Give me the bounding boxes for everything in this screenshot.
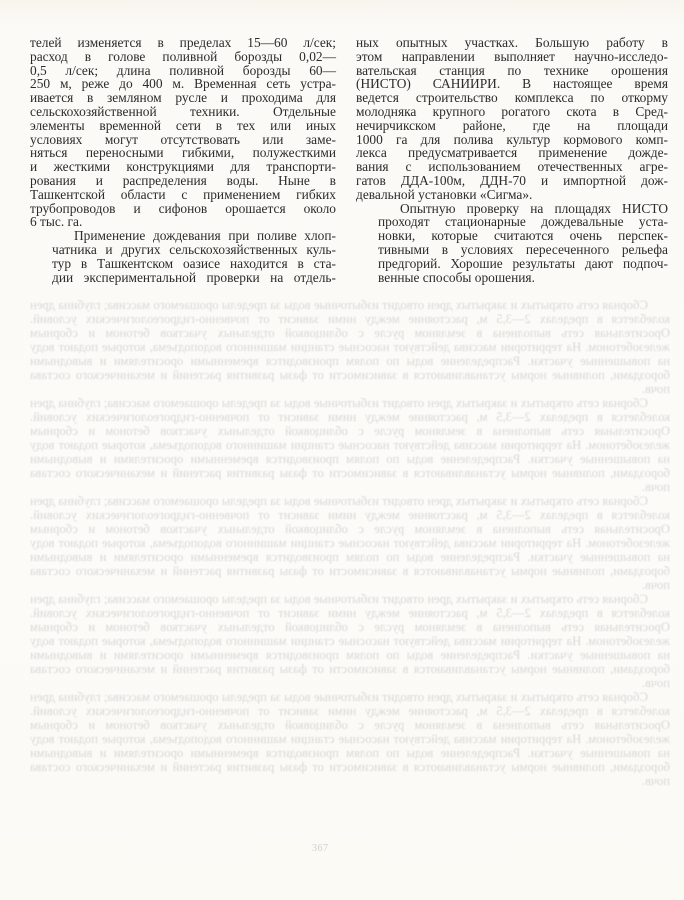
paragraph [30,229,336,284]
text-line: проходят стационарные дождевальные уста- [378,214,668,230]
text-line: Опытную проверку на площадях НИСТО [400,200,668,216]
text-line: этом направлении выполняет научно-исследо- [356,48,668,64]
text-line: 6 тыс. га. [30,214,83,230]
text-line: элементы временной сети в тех или иных [30,117,336,133]
text-line: ведется строительство комплекса по откорму [356,90,668,106]
paragraph [356,202,668,285]
bleed-paragraph-1: Сборная сеть открытых и закрытых дрен отводит избыточные воды за пределы орошаемого массива; глубина дрен колеблется в пределах 2—3,5 м, расстояние между ними зависит от почвенно-гидрогеологических условий. Оросительная сеть выполнена в земляном русле с облицовкой отдельных участков бетоном и сборным железобетоном. На территории массива действуют насосные станции машинного водоподъема, которые подают воду на повышенные участки. Распределение воды по полям производится временными оросителями и выводными бороздами, поливные нормы устанавливаются в зависимости от фазы развития растений и механического состава почв. [30,298,670,396]
text-line: вания с использованием отечественных агре- [356,159,668,175]
text-line: лекса предусматривается применение дожде- [356,145,668,161]
text-line: расход в голове поливной борозды 0,02— [30,48,336,64]
text-line: новки, которые считаются очень перспек- [378,228,668,244]
bleed-paragraph-2: Сборная сеть открытых и закрытых дрен отводит избыточные воды за пределы орошаемого массива; глубина дрен колеблется в пределах 2—3,5 м, расстояние между ними зависит от почвенно-гидрогеологических условий. Оросительная сеть выполнена в земляном русле с облицовкой отдельных участков бетоном и сборным железобетоном. На территории массива действуют насосные станции машинного водоподъема, которые подают воду на повышенные участки. Распределение воды по полям производится временными оросителями и выводными бороздами, поливные нормы устанавливаются в зависимости от фазы развития растений и механического состава почв. [30,396,670,494]
text-line: ных опытных участках. Большую работу в [356,35,668,50]
paragraph [30,36,336,229]
text-line: няться переносными гибкими, полужесткими [30,145,336,161]
text-line: условиях могут отсутствовать или заме- [30,131,336,147]
right-column [356,36,668,284]
paragraph [356,36,668,202]
text-line: 0,5 л/сек; длина поливной борозды 60— [30,62,336,78]
text-line: сельскохозяйственной техники. Отдельные [30,103,336,119]
text-line: Применение дождевания при поливе хлоп- [74,228,336,244]
text-line: рования и распределения воды. Ныне в [30,172,336,188]
text-line: телей изменяется в пределах 15—60 л/сек; [30,35,336,50]
bleed-paragraph-5: Сборная сеть открытых и закрытых дрен отводит избыточные воды за пределы орошаемого массива; глубина дрен колеблется в пределах 2—3,5 м, расстояние между ними зависит от почвенно-гидрогеологических условий. Оросительная сеть выполнена в земляном русле с облицовкой отдельных участков бетоном и сборным железобетоном. На территории массива действуют насосные станции машинного водоподъема, которые подают воду на повышенные участки. Распределение воды по полям производится временными оросителями и выводными бороздами, поливные нормы устанавливаются в зависимости от фазы развития растений и механического состава почв. [30,690,670,788]
text-line: чатника и других сельскохозяйственных куль- [52,241,336,257]
text-line: гатов ДДА-100м, ДДН-70 и импортной дож- [356,172,668,188]
text-line: венные способы орошения. [378,269,535,285]
text-line: и жесткими конструкциями для транспорти- [30,159,336,175]
bleed-paragraph-4: Сборная сеть открытых и закрытых дрен отводит избыточные воды за пределы орошаемого массива; глубина дрен колеблется в пределах 2—3,5 м, расстояние между ними зависит от почвенно-гидрогеологических условий. Оросительная сеть выполнена в земляном русле с облицовкой отдельных участков бетоном и сборным железобетоном. На территории массива действуют насосные станции машинного водоподъема, которые подают воду на повышенные участки. Распределение воды по полям производится временными оросителями и выводными бороздами, поливные нормы устанавливаются в зависимости от фазы развития растений и механического состава почв. [30,592,670,690]
text-line: девальной установки «Сигма». [356,186,533,202]
text-line: (НИСТО) САНИИРИ. В настоящее время [356,76,668,92]
left-column [30,36,336,284]
text-line: дии экспериментальной проверки на отдель- [52,269,336,285]
text-line: вательская станция по технике орошения [356,62,668,78]
text-line: трубопроводов и сифонов орошается около [30,200,336,216]
text-line: Ташкентской области с применением гибких [30,186,336,202]
bleed-paragraph-3: Сборная сеть открытых и закрытых дрен отводит избыточные воды за пределы орошаемого массива; глубина дрен колеблется в пределах 2—3,5 м, расстояние между ними зависит от почвенно-гидрогеологических условий. Оросительная сеть выполнена в земляном русле с облицовкой отдельных участков бетоном и сборным железобетоном. На территории массива действуют насосные станции машинного водоподъема, которые подают воду на повышенные участки. Распределение воды по полям производится временными оросителями и выводными бороздами, поливные нормы устанавливаются в зависимости от фазы развития растений и механического состава почв. [30,494,670,592]
faint-page-mark: 367 [312,843,329,854]
text-line: ивается в земляном русле и проходима для [30,90,336,106]
text-line: тур в Ташкентском оазисе находится в ста- [52,255,336,271]
text-line: 250 м, реже до 400 м. Временная сеть устра- [30,76,336,92]
text-line: предгорий. Хорошие результаты дают подпоч- [378,255,668,271]
text-line: тивными в условиях пересеченного рельефа [378,241,668,257]
bleed-through-text [30,298,670,838]
text-line: нечирчикском районе, где на площади [356,117,668,133]
text-line: молодняка крупного рогатого скота в Сред- [356,103,668,119]
text-line: 1000 га для полива культур кормового комп- [356,131,668,147]
